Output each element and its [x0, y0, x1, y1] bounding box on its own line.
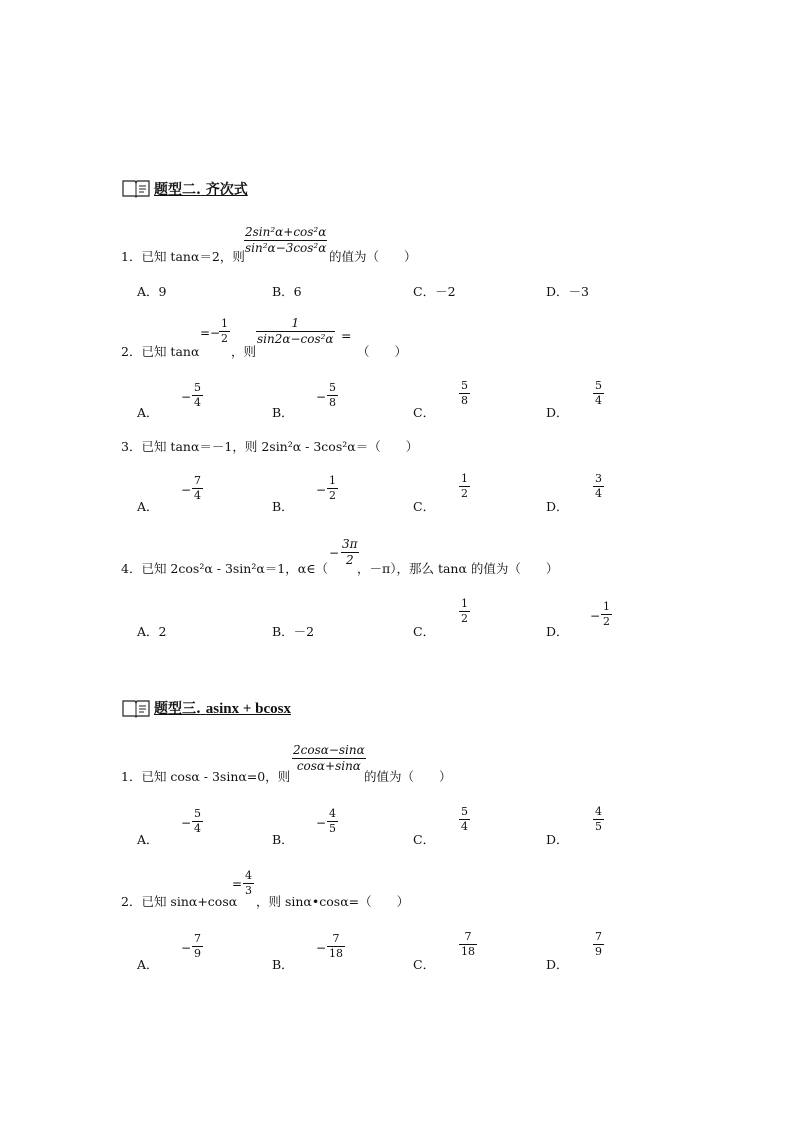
option-a-fraction: 5 4 [194, 381, 201, 410]
option-a-fraction: 7 4 [194, 474, 201, 503]
option-c-fraction: 1 2 [461, 472, 468, 501]
question-2-2-condition-fraction: 1 2 [221, 317, 228, 346]
option-b[interactable]: B． [272, 405, 294, 420]
option-d-fraction: 7 9 [595, 930, 602, 959]
option-d[interactable]: D． [546, 499, 569, 514]
option-a-fraction: 5 4 [194, 807, 201, 836]
option-b[interactable]: B． [272, 957, 294, 972]
option-b[interactable]: B．－2 [272, 624, 315, 639]
question-2-1-fraction [244, 226, 327, 255]
question-2-2-stem-d: （ ） [357, 344, 408, 359]
option-a-sign: − [181, 816, 192, 830]
question-2-1-stem-a: 1．已知 tanα＝2，则 [121, 249, 245, 264]
question-3-1-stem-a: 1．已知 cosα - 3sinα=0，则 [121, 769, 291, 784]
option-a-sign: − [181, 483, 192, 497]
question-2-3-stem: 3．已知 tanα＝－1，则 2sin²α - 3cos²α＝（ ） [121, 439, 419, 454]
question-2-2-stem-a: 2．已知 tanα [121, 344, 200, 359]
question-2-4-condition-sign: − [329, 546, 340, 560]
option-d[interactable]: D．－3 [546, 284, 589, 299]
section-title-2: 题型二. 齐次式 [154, 182, 248, 198]
option-d[interactable]: D． [546, 405, 569, 420]
book-icon [121, 698, 151, 718]
option-b-sign: − [316, 816, 327, 830]
option-d-fraction: 4 5 [595, 805, 602, 834]
option-c-fraction: 5 8 [461, 379, 468, 408]
question-2-2-fraction: 1 sin2α−cos²α [257, 316, 334, 347]
option-b-fraction: 1 2 [329, 474, 336, 503]
question-2-2-eq: =− [200, 326, 221, 340]
option-a[interactable]: A． [137, 957, 159, 972]
question-3-2-stem-b: ，则 sinα•cosα=（ ） [256, 894, 410, 909]
option-c-fraction: 1 2 [461, 597, 468, 626]
question-2-2-stem-c: = [341, 328, 352, 343]
section-title-3: 题型三. asinx + bcosx [154, 701, 291, 717]
option-a-fraction: 7 9 [194, 932, 201, 961]
option-a[interactable]: A． [137, 405, 159, 420]
fraction-denominator: sin²α−3cos²α [245, 241, 327, 256]
option-b-sign: − [316, 390, 327, 404]
option-b-sign: − [316, 941, 327, 955]
option-a-sign: − [181, 941, 192, 955]
option-b-fraction: 4 5 [329, 807, 336, 836]
option-b[interactable]: B． [272, 499, 294, 514]
option-c[interactable]: C． [413, 624, 436, 639]
option-d[interactable]: D． [546, 957, 569, 972]
book-icon [121, 178, 151, 198]
question-2-2-stem-b: ，则 [231, 344, 257, 359]
fraction-numerator: 2sin²α+cos²α [245, 225, 327, 239]
question-2-1-stem-b: 的值为（ ） [329, 249, 417, 264]
option-c[interactable]: C． [413, 405, 436, 420]
option-b-sign: − [316, 483, 327, 497]
option-c[interactable]: C． [413, 957, 436, 972]
question-2-4-stem-a: 4．已知 2cos²α - 3sin²α＝1，α∈（ [121, 561, 328, 576]
option-d-fraction: 5 4 [595, 379, 602, 408]
question-2-4-condition-fraction: 3π 2 [342, 537, 358, 568]
option-b[interactable]: B．6 [272, 284, 302, 299]
question-3-1-fraction: 2cosα−sinα cosα+sinα [293, 743, 365, 774]
option-b-fraction: 7 18 [329, 932, 343, 961]
option-c-fraction: 7 18 [461, 930, 475, 959]
question-3-2-condition-fraction: 4 3 [245, 869, 252, 898]
option-d[interactable]: D． [546, 832, 569, 847]
option-c-fraction: 5 4 [461, 805, 468, 834]
option-a[interactable]: A．9 [137, 284, 167, 299]
option-c[interactable]: C．－2 [413, 284, 456, 299]
option-d-fraction: 1 2 [603, 600, 610, 629]
option-c[interactable]: C． [413, 832, 436, 847]
question-2-4-stem-b: ，－π），那么 tanα 的值为（ ） [357, 561, 559, 576]
option-c[interactable]: C． [413, 499, 436, 514]
question-3-1-stem-b: 的值为（ ） [364, 769, 452, 784]
question-3-2-stem-a: 2．已知 sinα+cosα [121, 894, 238, 909]
option-a-sign: − [181, 390, 192, 404]
option-d[interactable]: D． [546, 624, 569, 639]
option-a[interactable]: A． [137, 499, 159, 514]
option-b[interactable]: B． [272, 832, 294, 847]
option-a[interactable]: A．2 [137, 624, 167, 639]
option-b-fraction: 5 8 [329, 381, 336, 410]
option-d-fraction: 3 4 [595, 472, 602, 501]
option-a[interactable]: A． [137, 832, 159, 847]
question-3-2-eq: = [232, 877, 243, 891]
option-d-sign: − [590, 609, 601, 623]
